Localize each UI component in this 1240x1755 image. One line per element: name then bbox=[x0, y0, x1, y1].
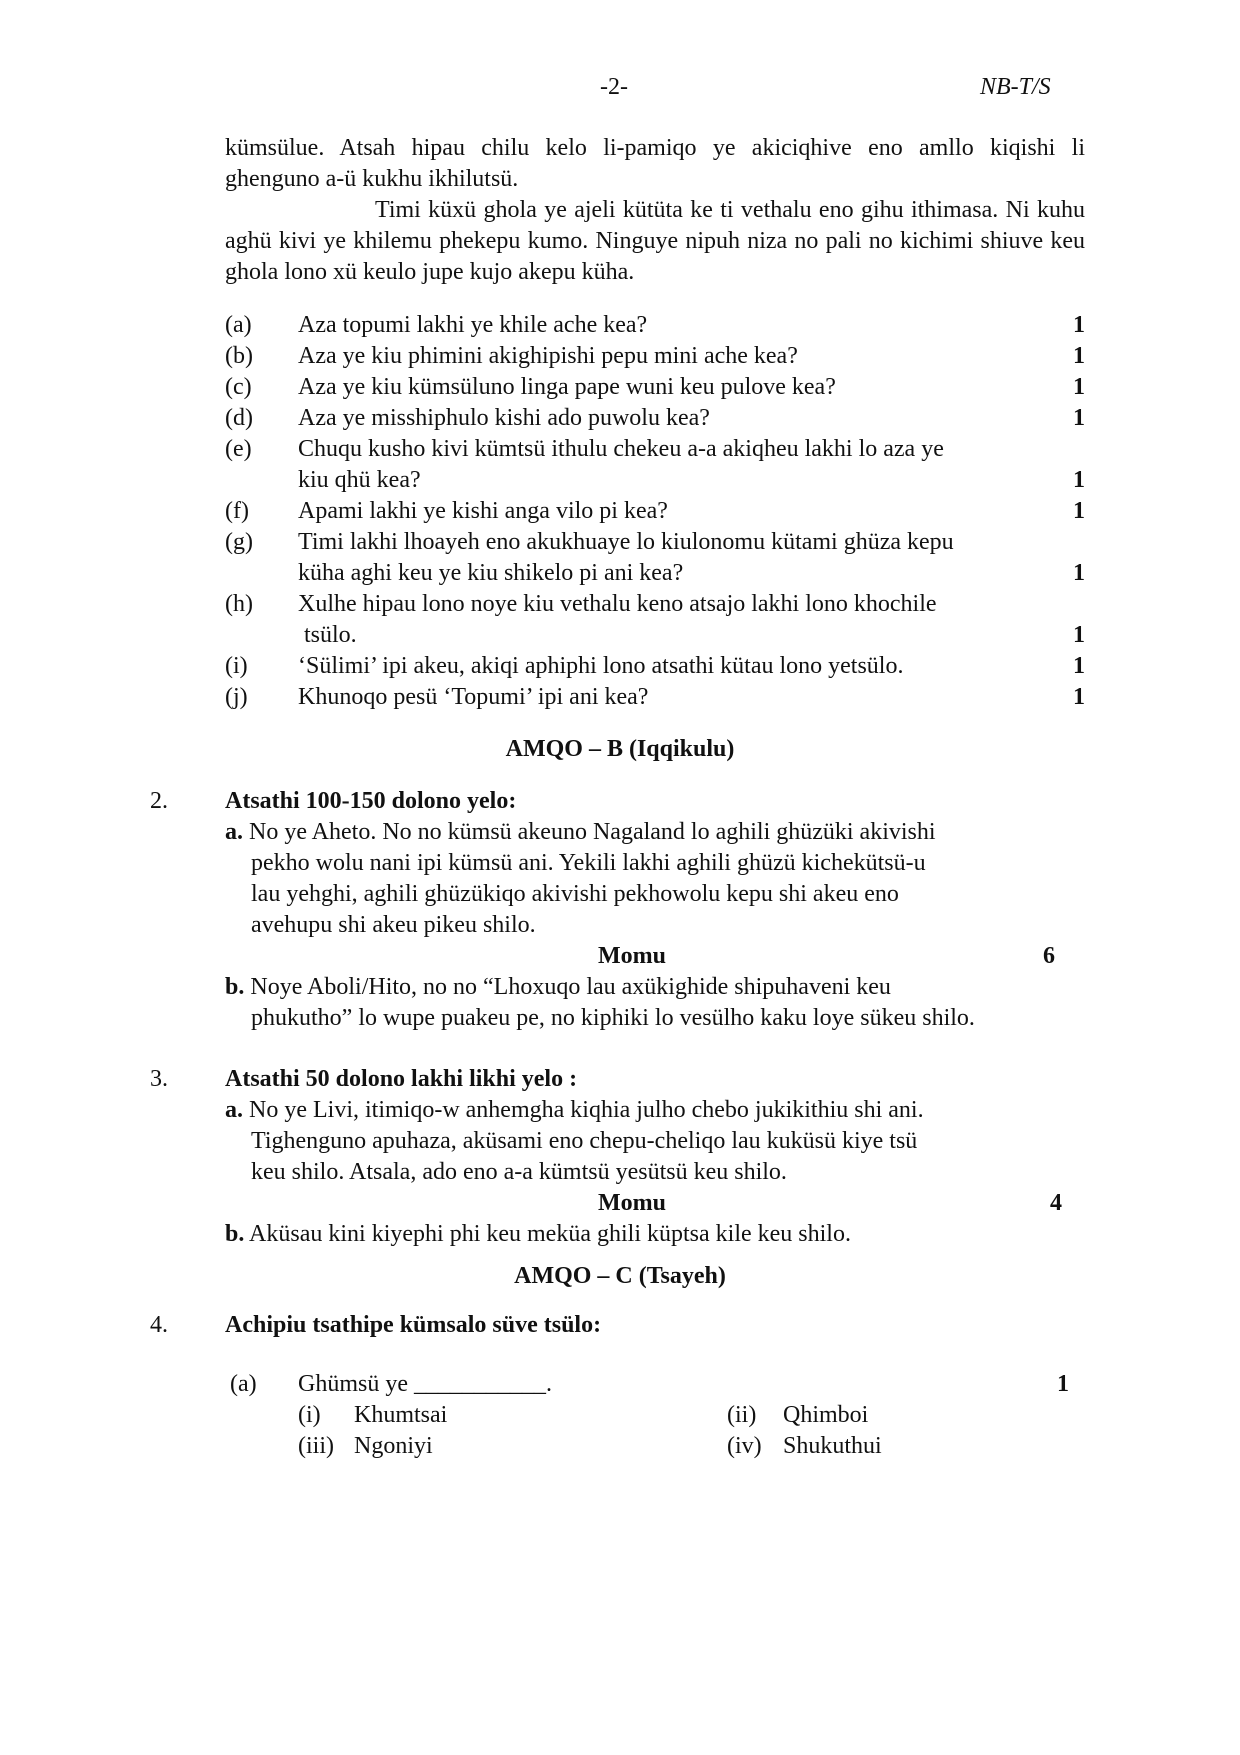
page-number: -2- bbox=[600, 74, 628, 100]
question-3b-line-1: Aküsau kini kiyephi phi keu meküa ghili küptsa kile keu shilo. bbox=[249, 1221, 851, 1247]
question-2b bbox=[225, 972, 1085, 1034]
question-letter: (e) bbox=[225, 436, 252, 462]
question-text: Apami lakhi ye kishi anga vilo pi kea? bbox=[298, 498, 668, 524]
question-2-title: Atsathi 100-150 dolono yelo: bbox=[225, 788, 517, 814]
question-4-title: Achipiu tsathipe kümsalo süve tsülo: bbox=[225, 1312, 602, 1338]
question-4-number: 4. bbox=[150, 1312, 168, 1338]
option-label: b. bbox=[225, 1221, 245, 1247]
question-letter: (i) bbox=[225, 653, 248, 679]
option-label: (i) bbox=[298, 1402, 321, 1428]
question-2-number: 2. bbox=[150, 788, 168, 814]
question-2a bbox=[225, 817, 1085, 941]
question-3-mark: 4 bbox=[1050, 1190, 1062, 1216]
question-mark: 1 bbox=[1073, 312, 1085, 338]
option-label: (iv) bbox=[727, 1433, 762, 1459]
question-4a-mark: 1 bbox=[1057, 1371, 1069, 1397]
question-letter: (j) bbox=[225, 684, 248, 710]
question-text-continued: tsülo. bbox=[298, 622, 357, 648]
question-mark: 1 bbox=[1073, 405, 1085, 431]
question-mark: 1 bbox=[1073, 467, 1085, 493]
question-mark: 1 bbox=[1073, 498, 1085, 524]
option-iv bbox=[727, 1431, 882, 1462]
option-text: Khumtsai bbox=[354, 1402, 448, 1428]
option-label: (ii) bbox=[727, 1402, 757, 1428]
question-letter: (d) bbox=[225, 405, 253, 431]
section-c-heading: AMQO – C (Tsayeh) bbox=[514, 1263, 726, 1289]
question-letter: (a) bbox=[225, 312, 252, 338]
or-label: Momu bbox=[598, 943, 666, 969]
question-3a bbox=[225, 1095, 1085, 1188]
question-4a-letter: (a) bbox=[230, 1371, 257, 1397]
or-label: Momu bbox=[598, 1190, 666, 1216]
question-text: Xulhe hipau lono noye kiu vethalu keno atsajo lakhi lono khochile bbox=[298, 591, 937, 617]
question-letter: (g) bbox=[225, 529, 253, 555]
question-2b-line-2: phukutho” lo wupe puakeu pe, no kiphiki lo vesülho kaku loye sükeu shilo. bbox=[251, 1005, 975, 1031]
option-label: (iii) bbox=[298, 1433, 334, 1459]
question-2a-line-4: avehupu shi akeu pikeu shilo. bbox=[251, 912, 536, 938]
question-text: Chuqu kusho kivi kümtsü ithulu chekeu a-a akiqheu lakhi lo aza ye bbox=[298, 436, 944, 462]
question-mark: 1 bbox=[1073, 560, 1085, 586]
question-2-mark: 6 bbox=[1043, 943, 1055, 969]
passage-line-1: kümsülue. Atsah hipau chilu kelo li-pamiqo ye akiciqhive eno amllo kiqishi li bbox=[225, 135, 1085, 161]
question-text: Aza ye kiu kümsüluno linga pape wuni keu pulove kea? bbox=[298, 374, 836, 400]
option-text: Shukuthui bbox=[783, 1433, 882, 1459]
question-text: Aza ye misshiphulo kishi ado puwolu kea? bbox=[298, 405, 710, 431]
option-text: Ngoniyi bbox=[354, 1433, 433, 1459]
question-3a-line-3: keu shilo. Atsala, ado eno a-a kümtsü yesütsü keu shilo. bbox=[251, 1159, 787, 1185]
question-3a-line-1: No ye Livi, itimiqo-w anhemgha kiqhia julho chebo jukikithiu shi ani. bbox=[249, 1097, 924, 1123]
question-2b-line-1: Noye Aboli/Hito, no no “Lhoxuqo lau axükighide shipuhaveni keu bbox=[250, 974, 891, 1000]
question-letter: (h) bbox=[225, 591, 253, 617]
question-text: Timi lakhi lhoayeh eno akukhuaye lo kiulonomu kütami ghüza kepu bbox=[298, 529, 954, 555]
question-2a-line-2: pekho wolu nani ipi kümsü ani. Yekili lakhi aghili ghüzü kichekütsü-u bbox=[251, 850, 926, 876]
question-mark: 1 bbox=[1073, 653, 1085, 679]
question-text: Khunoqo pesü ‘Topumi’ ipi ani kea? bbox=[298, 684, 649, 710]
question-letter: (b) bbox=[225, 343, 253, 369]
option-ii bbox=[727, 1400, 869, 1431]
option-label: a. bbox=[225, 819, 243, 845]
question-text: ‘Sülimi’ ipi akeu, akiqi aphiphi lono atsathi kütau lono yetsülo. bbox=[298, 653, 904, 679]
option-label: b. bbox=[225, 974, 245, 1000]
question-text: Aza ye kiu phimini akighipishi pepu mini ache kea? bbox=[298, 343, 798, 369]
option-label: a. bbox=[225, 1097, 243, 1123]
question-2a-line-3: lau yehghi, aghili ghüzükiqo akivishi pekhowolu kepu shi akeu eno bbox=[251, 881, 899, 907]
question-letter: (c) bbox=[225, 374, 252, 400]
question-text-continued: küha aghi keu ye kiu shikelo pi ani kea? bbox=[298, 560, 684, 586]
question-text: Aza topumi lakhi ye khile ache kea? bbox=[298, 312, 648, 338]
question-4a-text: Ghümsü ye ___________. bbox=[298, 1371, 552, 1397]
passage-line-2: ghenguno a-ü kukhu ikhilutsü. bbox=[225, 166, 519, 192]
question-mark: 1 bbox=[1073, 343, 1085, 369]
question-mark: 1 bbox=[1073, 684, 1085, 710]
question-3a-line-2: Tighenguno apuhaza, aküsami eno chepu-cheliqo lau kuküsü kiye tsü bbox=[251, 1128, 918, 1154]
paper-code: NB-T/S bbox=[980, 74, 1051, 100]
question-mark: 1 bbox=[1073, 622, 1085, 648]
question-mark: 1 bbox=[1073, 374, 1085, 400]
option-iii bbox=[298, 1431, 433, 1462]
question-text-continued: kiu qhü kea? bbox=[298, 467, 421, 493]
question-3b bbox=[225, 1219, 1085, 1250]
question-3-title: Atsathi 50 dolono lakhi likhi yelo : bbox=[225, 1066, 578, 1092]
question-2a-line-1: No ye Aheto. No no kümsü akeuno Nagaland lo aghili ghüzüki akivishi bbox=[249, 819, 936, 845]
passage-paragraph-2: Timi küxü ghola ye ajeli kütüta ke ti vethalu eno gihu ithimasa. Ni kuhu aghü kivi ye khilemu phekepu kumo. Ninguye nipuh niza no pali no kichimi shiuve keu ghola lono xü keulo jupe kujo akepu küha. bbox=[225, 197, 1085, 285]
question-letter: (f) bbox=[225, 498, 249, 524]
option-i bbox=[298, 1400, 448, 1431]
section-b-heading: AMQO – B (Iqqikulu) bbox=[505, 736, 735, 762]
option-text: Qhimboi bbox=[783, 1402, 869, 1428]
question-3-number: 3. bbox=[150, 1066, 168, 1092]
